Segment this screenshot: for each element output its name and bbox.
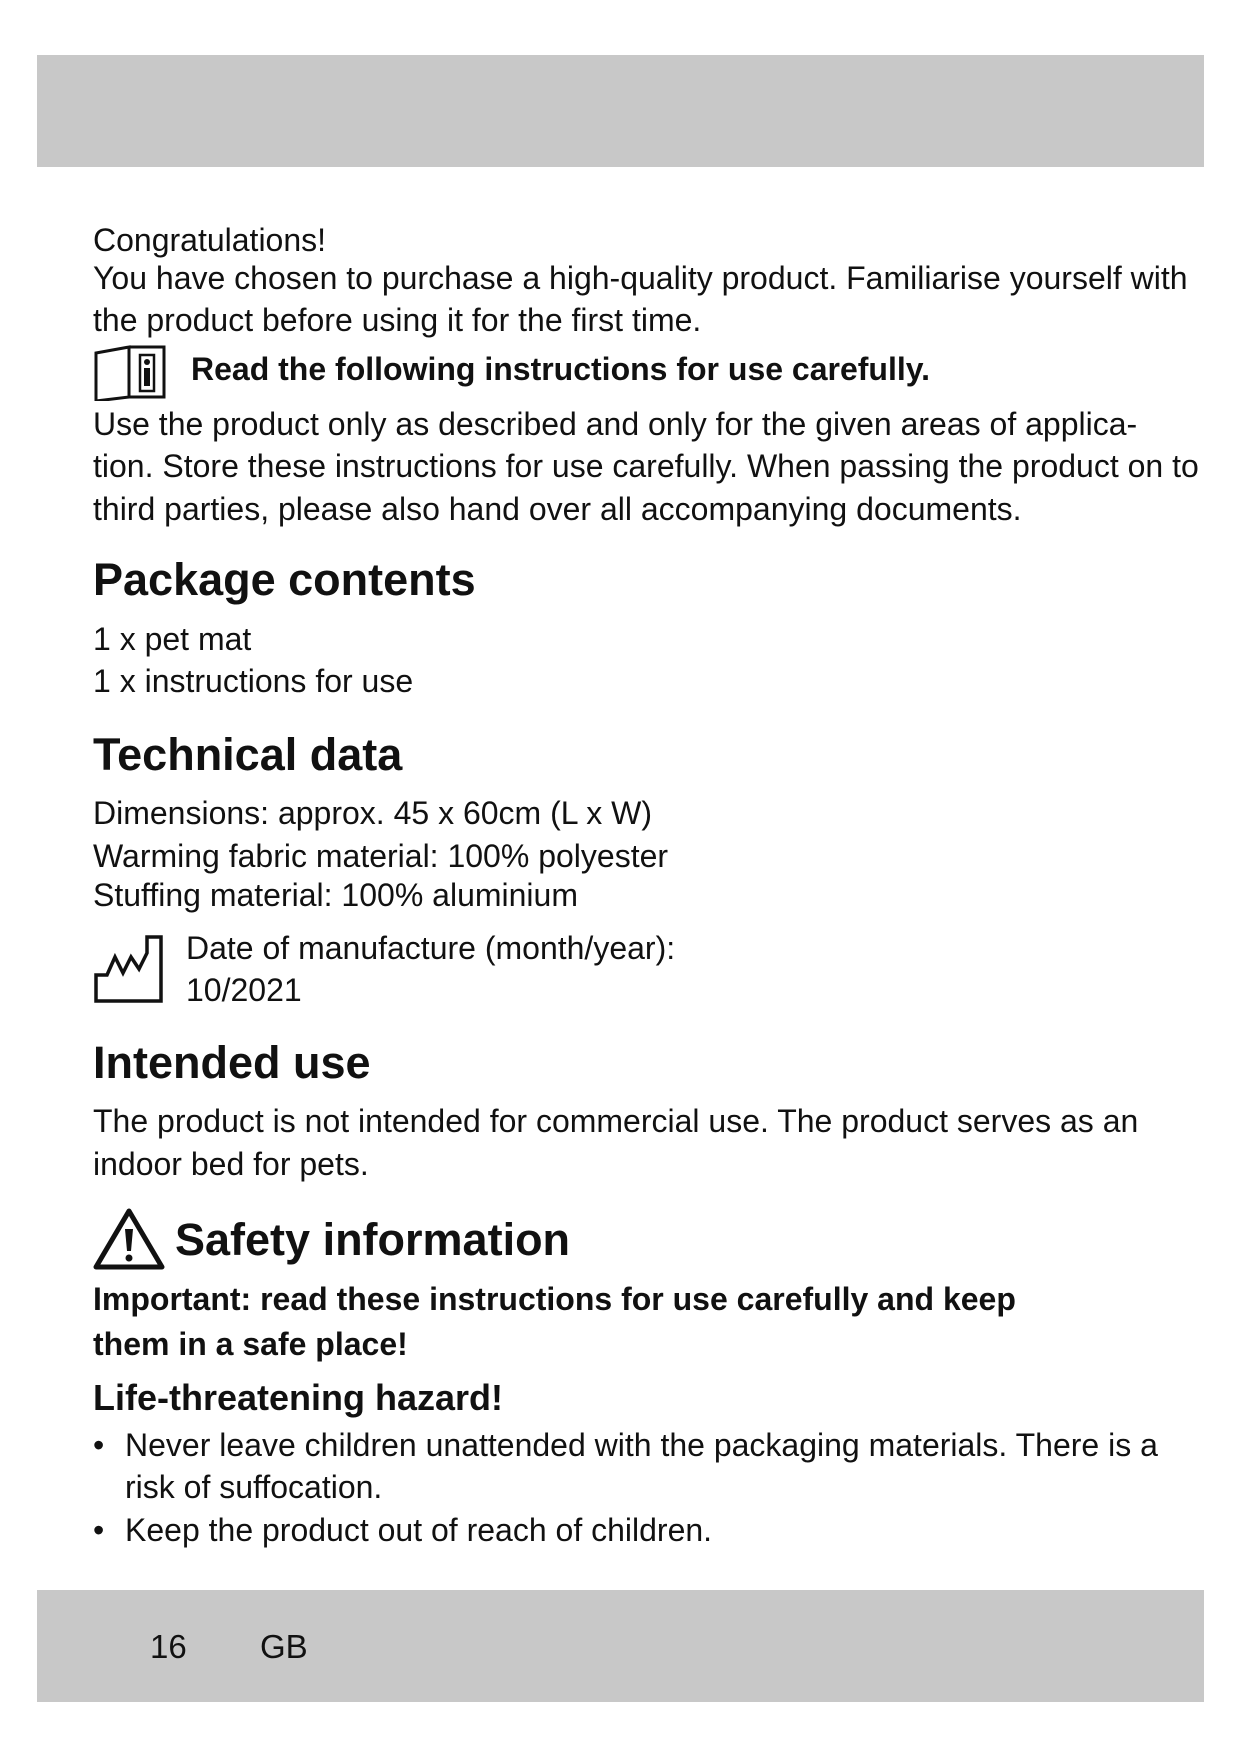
- header-band: [37, 55, 1204, 167]
- page-number: 16: [150, 1628, 187, 1665]
- warning-triangle-icon: [93, 1207, 165, 1271]
- use-line-2: tion. Store these instructions for use carefully. When passing the product on to: [93, 448, 1199, 484]
- intended-line-2: indoor bed for pets.: [93, 1146, 369, 1182]
- manufacture-label: Date of manufacture (month/year):: [186, 930, 676, 966]
- dimensions: Dimensions: approx. 45 x 60cm (L x W): [93, 795, 652, 831]
- instruction-book-icon: [93, 345, 167, 401]
- package-item: 1 x instructions for use: [93, 663, 414, 699]
- stuffing-material: Stuffing material: 100% aluminium: [93, 877, 578, 913]
- bullet-1-line-2: risk of suffocation.: [125, 1469, 383, 1505]
- bullet-marker: •: [93, 1427, 105, 1463]
- fabric-material: Warming fabric material: 100% polyester: [93, 838, 669, 874]
- package-contents-heading: Package contents: [93, 554, 476, 605]
- intended-use-heading: Intended use: [93, 1037, 371, 1088]
- hazard-heading: Life-threatening hazard!: [93, 1377, 504, 1418]
- technical-data-heading: Technical data: [93, 729, 403, 780]
- use-line-3: third parties, please also hand over all accompanying documents.: [93, 491, 1022, 527]
- intended-line-1: The product is not intended for commercial use. The product serves as an: [93, 1103, 1139, 1139]
- intro-line-1: You have chosen to purchase a high-quality product. Familiarise yourself with: [93, 260, 1188, 296]
- read-instructions-notice: Read the following instructions for use carefully.: [191, 351, 931, 387]
- bullet-marker: •: [93, 1512, 105, 1548]
- intro-line-2: the product before using it for the first time.: [93, 302, 702, 338]
- manufacture-date: 10/2021: [186, 972, 302, 1008]
- date-of-manufacture-icon: [93, 935, 165, 1003]
- use-line-1: Use the product only as described and only for the given areas of applica-: [93, 406, 1138, 442]
- footer-band: [37, 1590, 1204, 1702]
- bullet-1-line-1: Never leave children unattended with the packaging materials. There is a: [125, 1427, 1158, 1463]
- important-line-1: Important: read these instructions for use carefully and keep: [93, 1281, 1016, 1317]
- language-code: GB: [260, 1628, 308, 1665]
- safety-information-heading: Safety information: [175, 1214, 571, 1265]
- package-item: 1 x pet mat: [93, 621, 252, 657]
- bullet-2: Keep the product out of reach of children.: [125, 1512, 713, 1548]
- greeting: Congratulations!: [93, 222, 327, 258]
- important-line-2: them in a safe place!: [93, 1326, 408, 1362]
